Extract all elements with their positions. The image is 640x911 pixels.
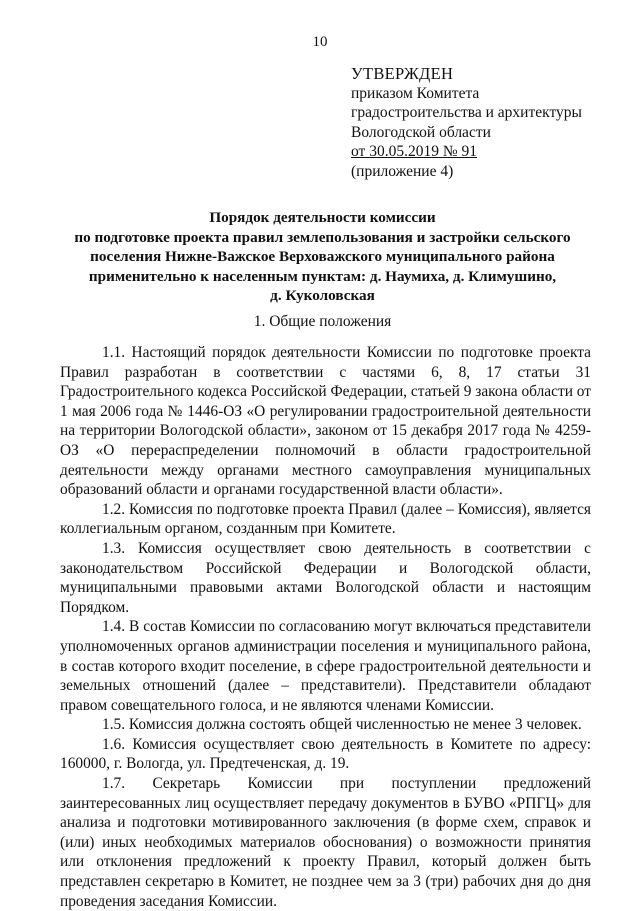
approval-title: УТВЕРЖДЕН	[351, 64, 454, 83]
approval-order-reference: от 30.05.2019 № 91	[351, 143, 477, 160]
approval-line: Вологодской области	[351, 123, 491, 141]
document-title-line: применительно к населенным пунктам: д. Наумиха, д. Климушино,	[88, 267, 557, 285]
paragraph-1-6: 1.6. Комиссия осуществляет свою деятельность в Комитете по адресу: 160000, г. Вологда, ул. Предтеченская, д. 19.	[60, 735, 591, 773]
paragraph-1-2: 1.2. Комиссия по подготовке проекта Правил (далее – Комиссия), является коллегиальным органом, созданным при Комитете.	[60, 500, 591, 538]
paragraph-1-5: 1.5. Комиссия должна состоять общей численностью не менее 3 человек.	[102, 716, 582, 734]
document-body	[60, 343, 591, 911]
document-title-line: по подготовке проекта правил землепользования и застройки сельского	[74, 228, 571, 246]
document-title-line: Порядок деятельности комиссии	[209, 209, 436, 226]
document-title	[60, 208, 585, 306]
document-title-line: поселения Нижне-Важское Верховажского муниципального района	[90, 248, 555, 266]
paragraph-1-4: 1.4. В состав Комиссии по согласованию могут включаться представители уполномоченных органов администрации поселения и муниципального района, в состав которого входит поселение, в сфере градостроительной деятельности и земельных отношений (далее – представители). Представители обладают правом совещательного голоса, и не являются членами Комиссии.	[60, 618, 591, 714]
approval-annex-note: (приложение 4)	[351, 162, 454, 180]
section-heading: 1. Общие положения	[253, 313, 392, 330]
approval-stamp-block	[351, 64, 582, 181]
approval-line: градостроительства и архитектуры	[351, 104, 582, 121]
page-number: 10	[312, 34, 328, 50]
approval-line: приказом Комитета	[351, 84, 480, 102]
paragraph-1-7: 1.7. Секретарь Комиссии при поступлении предложений заинтересованных лиц осуществляет передачу документов в БУВО «РПГЦ» для анализа и подготовки мотивированного заключения (в форме схем, справок и (или) иных необходимых материалов обоснования) о возможности принятия или отклонения предложений к проекту Правил, который должен быть представлен секретарю в Комитет, не позднее чем за 3 (три) рабочих дня до дня проведения заседания Комиссии.	[60, 775, 591, 910]
paragraph-1-3: 1.3. Комиссия осуществляет свою деятельность в соответствии с законодательством Российской Федерации и Вологодской области, муниципальными правовыми актами Вологодской области и настоящим Порядком.	[60, 539, 591, 616]
paragraph-1-1: 1.1. Настоящий порядок деятельности Комиссии по подготовке проекта Правил разработан в соответствии с частями 6, 8, 17 статьи 31 Градостроительного кодекса Российской Федерации, статьей 9 закона области от 1 мая 2006 года № 1446-ОЗ «О регулировании градостроительной деятельности на территории Вологодской области», законом от 15 декабря 2017 года № 4259-ОЗ «О перераспределении полномочий в области градостроительной деятельности между органами местного самоуправления муниципальных образований области и органами государственной власти области».	[60, 344, 591, 499]
document-title-line: д. Куколовская	[270, 287, 375, 305]
